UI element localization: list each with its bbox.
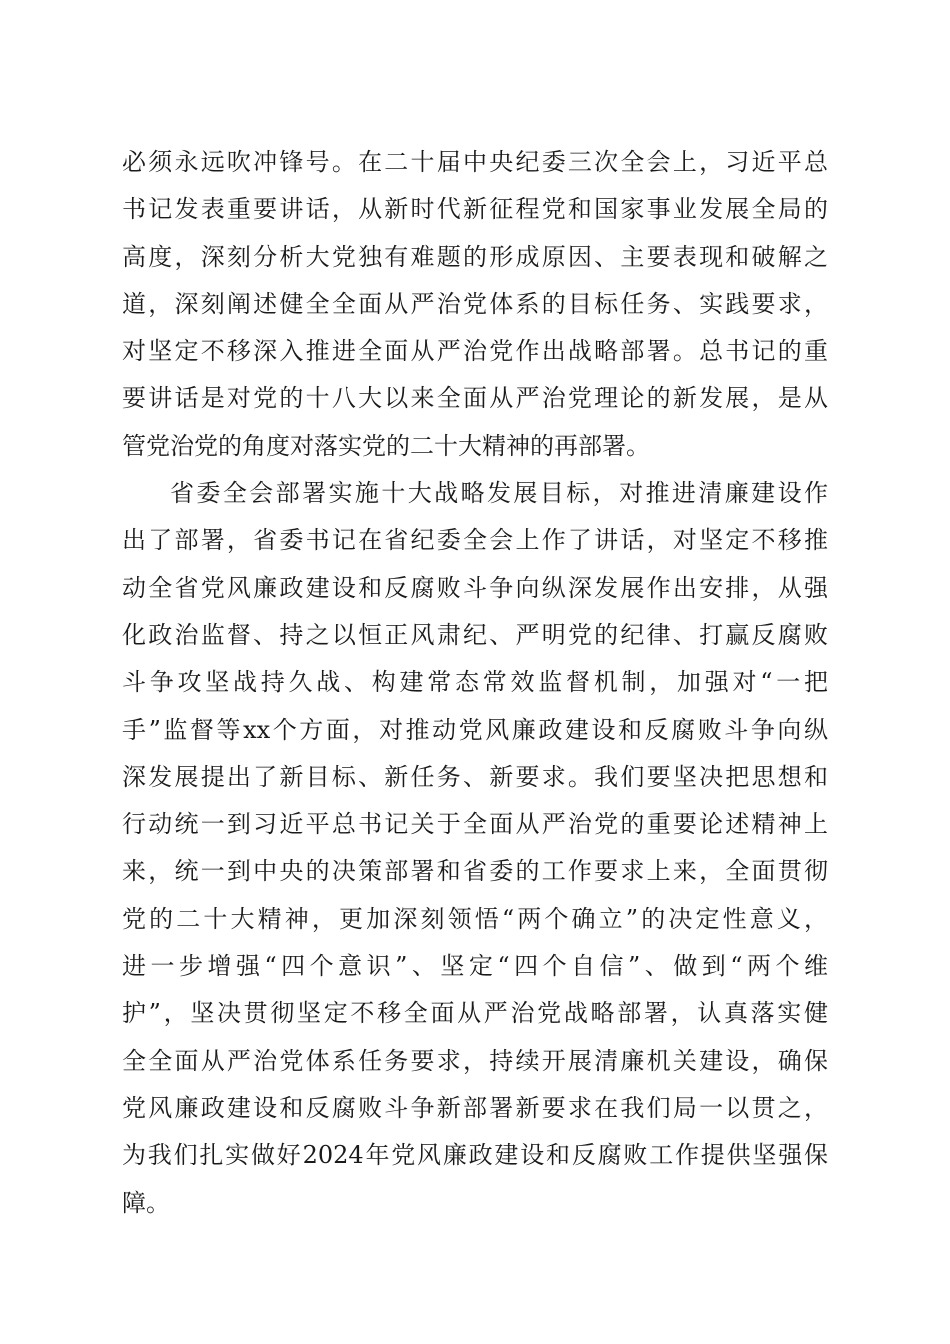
paragraph-2 (122, 470, 828, 1227)
text-line: 来，统一到中央的决策部署和省委的工作要求上来，全面贯彻 (122, 857, 828, 886)
text-line: 出了部署，省委书记在省纪委全会上作了讲话，对坚定不移推 (122, 526, 828, 555)
text-line: 行动统一到习近平总书记关于全面从严治党的重要论述精神上 (122, 810, 828, 839)
body-text (122, 139, 828, 1227)
text-line: 动全省党风廉政建设和反腐败斗争向纵深发展作出安排，从强 (122, 573, 828, 602)
text-line: 管党治党的角度对落实党的二十大精神的再部署。 (122, 431, 650, 460)
text-line: 党的二十大精神，更加深刻领悟“两个确立”的决定性意义， (122, 904, 828, 933)
text-line: 党风廉政建设和反腐败斗争新部署新要求在我们局一以贯之， (122, 1093, 828, 1122)
text-line: 护”，坚决贯彻坚定不移全面从严治党战略部署，认真落实健 (122, 999, 828, 1028)
text-line: 为我们扎实做好2024年党风廉政建设和反腐败工作提供坚强保 (122, 1141, 828, 1170)
text-line: 进一步增强“四个意识”、坚定“四个自信”、做到“两个维 (122, 952, 828, 981)
text-line: 障。 (122, 1188, 170, 1217)
text-line: 必须永远吹冲锋号。在二十届中央纪委三次全会上，习近平总 (122, 148, 828, 176)
paragraph-1 (122, 139, 828, 470)
text-line: 化政治监督、持之以恒正风肃纪、严明党的纪律、打赢反腐败 (122, 620, 828, 649)
text-line: 书记发表重要讲话，从新时代新征程党和国家事业发展全局的 (122, 195, 828, 224)
text-line: 要讲话是对党的十八大以来全面从严治党理论的新发展，是从 (122, 384, 828, 413)
text-line: 对坚定不移深入推进全面从严治党作出战略部署。总书记的重 (122, 337, 828, 366)
text-line: 斗争攻坚战持久战、构建常态常效监督机制，加强对“一把 (122, 668, 828, 697)
text-line: 道，深刻阐述健全全面从严治党体系的目标任务、实践要求， (122, 289, 828, 318)
text-line: 高度，深刻分析大党独有难题的形成原因、主要表现和破解之 (122, 242, 828, 271)
text-line: 全全面从严治党体系任务要求，持续开展清廉机关建设，确保 (122, 1046, 828, 1075)
text-line: 深发展提出了新目标、新任务、新要求。我们要坚决把思想和 (122, 762, 828, 791)
text-line: 省委全会部署实施十大战略发展目标，对推进清廉建设作 (170, 479, 828, 508)
text-line: 手”监督等xx个方面，对推动党风廉政建设和反腐败斗争向纵 (122, 715, 828, 744)
